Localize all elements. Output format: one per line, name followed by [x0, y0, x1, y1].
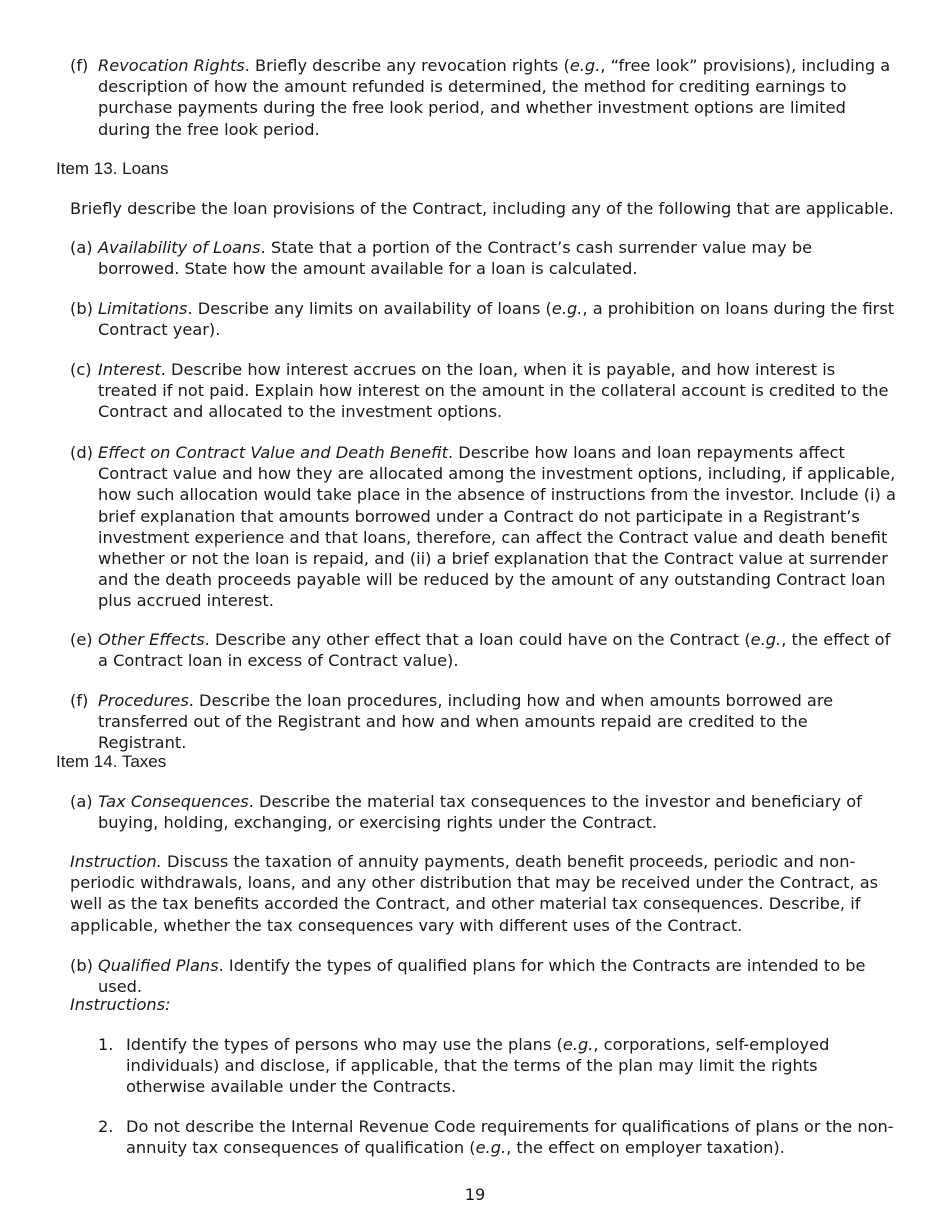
- interest-item: (c) Interest. Describe how interest accrues on the loan, when it is payable, and how interest is treated if not paid. Explain how interest on the amount in the collateral account is credited to the Contract and allocated to the investment options.: [70, 360, 889, 422]
- item-title: Revocation Rights: [98, 56, 245, 75]
- effect-on-contract-value-item: (d) Effect on Contract Value and Death Benefit. Describe how loans and loan repayments affect Contract value and how they are allocated among the investment options, including, if applicable, how such allocation would take place in the absence of instructions from the investor. Include (i) a brief explanation that amounts borrowed under a Contract do not participate in a Registrant’s investment experience and that loans, therefore, can affect the Contract value and death benefit whether or not the loan is repaid, and (ii) a brief explanation that the Contract value at surrender and the death proceeds payable will be reduced by the amount of any outstanding Contract loan plus accrued interest.: [70, 443, 896, 611]
- instruction-list-item: 1. Identify the types of persons who may use the plans (e.g., corporations, self-employed individuals) and disclose, if applicable, that the terms of the plan may limit the rights otherwise available under the Contracts.: [98, 1035, 830, 1097]
- item-14-heading: Item 14. Taxes: [56, 752, 167, 771]
- instruction-list-item: 2. Do not describe the Internal Revenue Code requirements for qualifications of plans or the non-annuity tax consequences of qualification (e.g., the effect on employer taxation).: [98, 1117, 894, 1158]
- item-13-heading: Item 13. Loans: [56, 159, 169, 178]
- revocation-rights-item: [70, 55, 898, 140]
- procedures-item: (f) Procedures. Describe the loan procedures, including how and when amounts borrowed are transferred out of the Registrant and how and when amounts repaid are credited to the Registrant.: [70, 691, 834, 753]
- loans-intro: Briefly describe the loan provisions of the Contract, including any of the following that are applicable.: [70, 199, 894, 218]
- limitations-item: (b) Limitations. Describe any limits on availability of loans (e.g., a prohibition on loans during the first Contract year).: [70, 299, 895, 340]
- tax-consequences-item: (a) Tax Consequences. Describe the material tax consequences to the investor and beneficiary of buying, holding, exchanging, or exercising rights under the Contract.: [70, 792, 862, 833]
- qualified-plans-item: (b) Qualified Plans. Identify the types of qualified plans for which the Contracts are intended to be used.: [70, 956, 866, 997]
- instructions-label: Instructions:: [70, 995, 171, 1014]
- item-text: Revocation Rights. Briefly describe any revocation rights (e.g., “free look” provisions), including a description of how the amount refunded is determined, the method for crediting earnings to purchase payments during the free look period, and whether investment options are limited during the free look period.: [98, 56, 891, 139]
- item-label: (f): [70, 56, 89, 75]
- tax-instruction: Instruction. Discuss the taxation of annuity payments, death benefit proceeds, periodic and non-periodic withdrawals, loans, and any other distribution that may be received under the Contract, as well as the tax benefits accorded the Contract, and other material tax consequences. Describe, if applicable, whether the tax consequences vary with different uses of the Contract.: [70, 852, 879, 935]
- other-effects-item: (e) Other Effects. Describe any other effect that a loan could have on the Contract (e.g., the effect of a Contract loan in excess of Contract value).: [70, 630, 891, 671]
- page-number: 19: [464, 1185, 486, 1204]
- availability-of-loans-item: (a) Availability of Loans. State that a portion of the Contract’s cash surrender value may be borrowed. State how the amount available for a loan is calculated.: [70, 238, 813, 279]
